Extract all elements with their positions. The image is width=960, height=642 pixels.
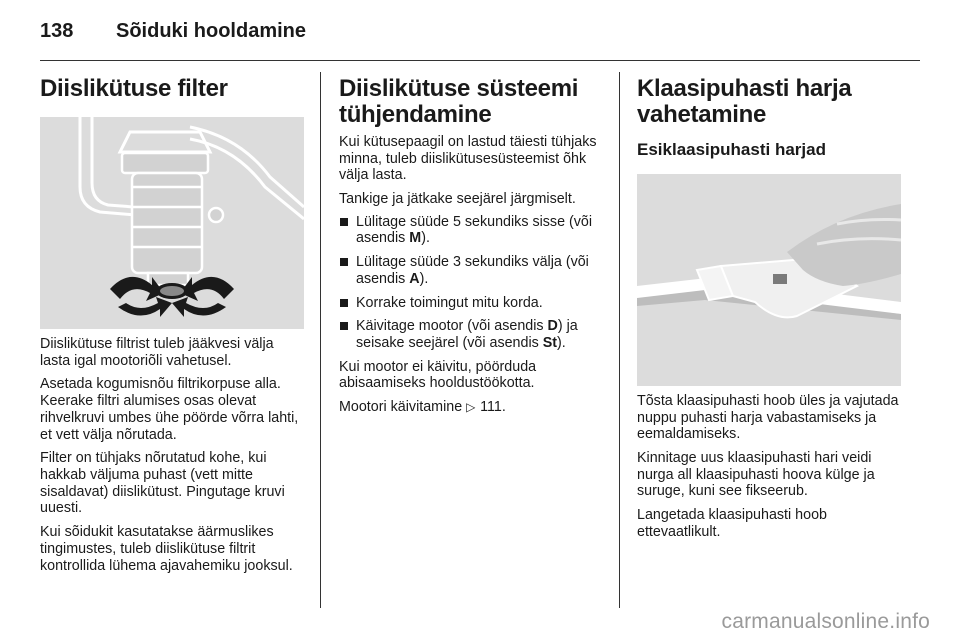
paragraph: Filter on tühjaks nõrutatud kohe, kui hakkab väljuma puhast (vett mitte sisaldavat) diislikütust. Pingutage kruvi uuesti. (40, 450, 285, 517)
list-item: Lülitage süüde 3 sekundiks välja (või asendis A). (339, 254, 604, 287)
paragraph: Kui kütusepaagil on lastud täiesti tühjaks minna, tuleb diislikütusesüsteemist õhk välja lasta. (339, 133, 597, 184)
square-bullet-icon (340, 322, 348, 330)
subsection-title: Esiklaasipuhasti harjad (637, 139, 826, 159)
page-header (40, 18, 920, 62)
paragraph: Langetada klaasipuhasti hoob ettevaatlikult. (637, 507, 827, 540)
paragraph: Tankige ja jätkake seejärel järgmiselt. (339, 190, 576, 207)
square-bullet-icon (340, 258, 348, 266)
cross-reference[interactable]: Mootori käivitamine ▷ 111. (339, 399, 506, 416)
ignition-position: St (542, 335, 558, 351)
xref-triangle-icon: ▷ (466, 400, 476, 415)
column-divider (619, 72, 620, 608)
page-number: 138 (40, 20, 74, 42)
paragraph: Kinnitage uus klaasipuhasti hari veidi nurga all klaasipuhasti hoova külge ja suruge, kuni see fikseerub. (637, 449, 875, 500)
section-title: Diislikütuse süsteemi tühjendamine (339, 75, 579, 128)
ignition-position: A (409, 270, 420, 287)
section-wiper-blade (637, 76, 902, 541)
header-divider (40, 60, 920, 61)
square-bullet-icon (340, 299, 348, 307)
paragraph: Asetada kogumisnõu filtrikorpuse alla. Keerake filtri alumises osas olevat rihvelkruvi umbes ühe pöörde võrra lahti, et vett välja nõrutada. (40, 376, 299, 443)
column-divider (320, 72, 321, 608)
ignition-position: D (547, 318, 558, 335)
chapter-title: Sõiduki hooldamine (116, 20, 307, 42)
square-bullet-icon (340, 218, 348, 226)
section-title: Diislikütuse filter (40, 75, 228, 102)
watermark: carmanualsonline.info (721, 610, 930, 633)
paragraph: Diislikütuse filtrist tuleb jääkvesi välja lasta igal mootoriõli vahetusel. (40, 335, 274, 369)
section-diesel-filter (40, 76, 304, 574)
ignition-position: M (409, 230, 422, 247)
wiper-blade-illustration (637, 174, 901, 386)
wiper-blade-drawing (637, 174, 901, 386)
list-item: Käivitage mootor (või asendis D) ja seisake seejärel (või asendis St). (339, 318, 604, 351)
diesel-filter-illustration (40, 117, 304, 329)
paragraph: Tõsta klaasipuhasti hoob üles ja vajutada nuppu puhasti harja vabastamiseks ja eemaldamiseks. (637, 392, 899, 443)
list-item: Korrake toimingut mitu korda. (339, 295, 604, 312)
step-list (339, 214, 604, 352)
diesel-filter-drawing (40, 117, 304, 329)
list-item: Lülitage süüde 5 sekundiks sisse (või asendis M). (339, 214, 604, 247)
paragraph: Kui sõidukit kasutatakse äärmuslikes tingimustes, tuleb diislikütuse filtrit kontrollida lühema ajavahemiku jooksul. (40, 524, 293, 574)
section-title: Klaasipuhasti harja vahetamine (637, 75, 852, 128)
section-fuel-system-bleed (339, 76, 604, 416)
paragraph: Kui mootor ei käivitu, pöörduda abisaamiseks hooldustöökotta. (339, 358, 537, 392)
